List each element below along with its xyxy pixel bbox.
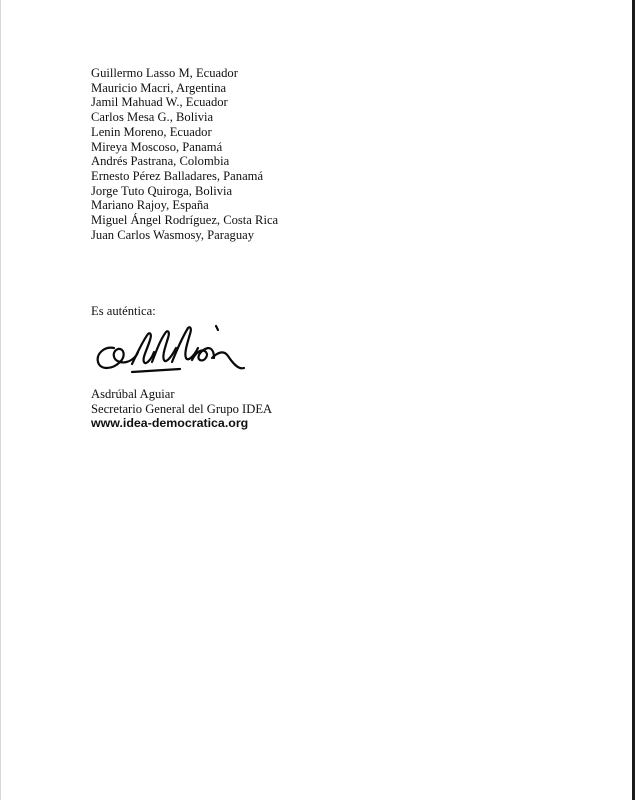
signatory-item: Jorge Tuto Quiroga, Bolivia <box>91 183 233 198</box>
signatory-item: Mariano Rajoy, España <box>91 198 209 213</box>
signatory-item: Jamil Mahuad W., Ecuador <box>91 95 228 110</box>
signatory-item: Juan Carlos Wasmosy, Paraguay <box>91 227 255 242</box>
signer-title: Secretario General del Grupo IDEA <box>91 401 273 416</box>
signatory-item: Mireya Moscoso, Panamá <box>91 139 223 154</box>
signatories-list <box>91 66 571 242</box>
signatories-block <box>91 66 571 242</box>
page-left-edge <box>0 0 1 800</box>
signatory-item: Andrés Pastrana, Colombia <box>91 154 230 169</box>
signatory-item: Ernesto Pérez Balladares, Panamá <box>91 168 264 183</box>
signer-block <box>91 387 272 431</box>
signatory-item: Carlos Mesa G., Bolivia <box>91 110 214 125</box>
signatory-item: Lenin Moreno, Ecuador <box>91 124 212 139</box>
signatory-item: Mauricio Macri, Argentina <box>91 80 227 95</box>
website-link[interactable]: www.idea-democratica.org <box>91 416 249 431</box>
signatory-item: Miguel Ángel Rodríguez, Costa Rica <box>91 213 279 228</box>
handwritten-signature <box>92 318 252 382</box>
signatory-item: Guillermo Lasso M, Ecuador <box>91 66 238 80</box>
authentication-label: Es auténtica: <box>91 304 156 318</box>
signer-name: Asdrúbal Aguiar <box>91 387 175 401</box>
